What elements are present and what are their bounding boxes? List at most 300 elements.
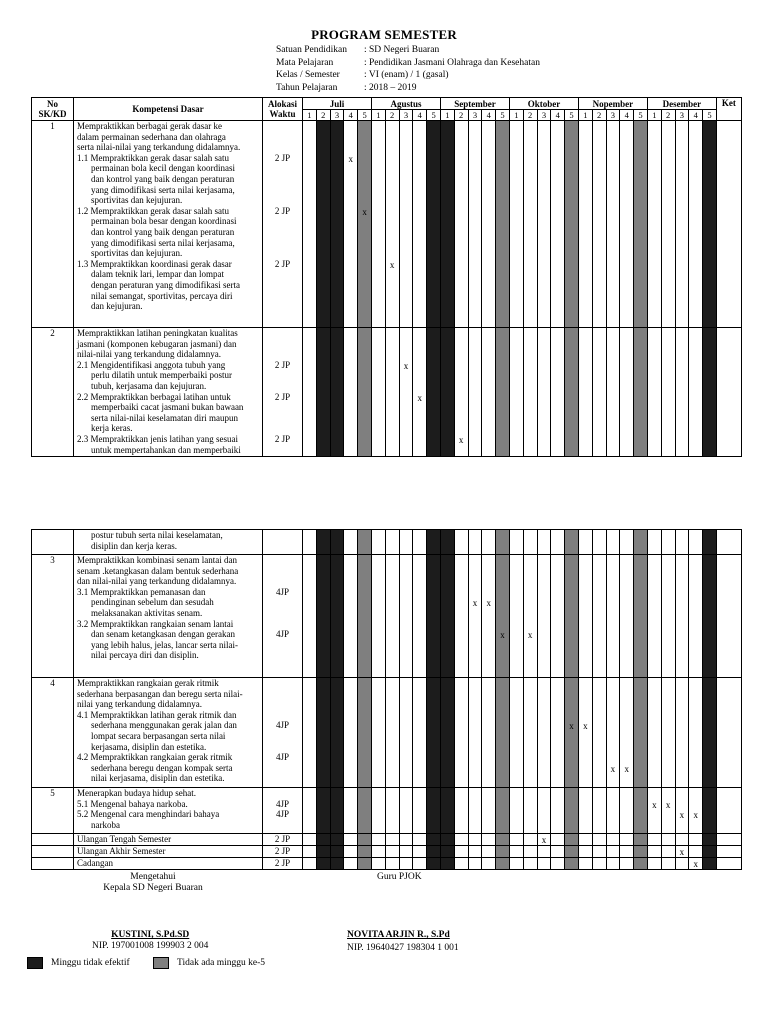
week-cell [537, 846, 551, 858]
signature-left-heading [98, 872, 208, 894]
week-cell [523, 834, 537, 846]
week-cell [468, 530, 482, 555]
week-cell [344, 530, 358, 555]
alokasi-value: 4JP [275, 809, 289, 820]
week-cell [399, 834, 413, 846]
kompetensi-line: jasmani (komponen kebugaran jasmani) dan [77, 338, 237, 349]
schedule-mark: x [486, 598, 491, 609]
info-row [276, 44, 540, 57]
week-cell [358, 555, 372, 678]
week-cell [578, 530, 592, 555]
schedule-mark: x [652, 799, 657, 810]
alokasi-value: 4JP [275, 720, 289, 731]
week-cell [482, 678, 496, 788]
week-cell [620, 328, 634, 457]
principal-nip: NIP. 197001008 199903 2 004 [92, 941, 209, 951]
header-week: 1 [509, 110, 523, 121]
table-row [32, 788, 742, 834]
week-cell [454, 858, 468, 870]
kompetensi-line: nilai kerjasama, disiplin dan estetika. [91, 773, 225, 784]
week-cell [427, 555, 441, 678]
week-cell [620, 555, 634, 678]
week-cell [371, 555, 385, 678]
alokasi-cell [263, 788, 303, 834]
week-cell [675, 678, 689, 788]
week-cell [468, 328, 482, 457]
alokasi-value: 2 JP [274, 391, 291, 402]
week-cell [440, 858, 454, 870]
header-week: 5 [634, 110, 648, 121]
kompetensi-line: Mempraktikkan rangkaian gerak ritmik [77, 678, 219, 688]
alokasi-value: 2 JP [274, 205, 291, 216]
week-cell [537, 555, 551, 678]
week-cell [634, 530, 648, 555]
week-cell [578, 846, 592, 858]
week-cell [606, 555, 620, 678]
week-cell [592, 530, 606, 555]
week-cell [344, 846, 358, 858]
week-cell [703, 846, 717, 858]
header-week: 4 [413, 110, 427, 121]
week-cell [592, 788, 606, 834]
header-week: 5 [565, 110, 579, 121]
header-alokasi: Alokasi Waktu [263, 98, 303, 121]
teacher-nip: NIP. 19640427 198304 1 001 [347, 943, 459, 953]
week-cell [454, 834, 468, 846]
week-cell [468, 788, 482, 834]
kompetensi-line: Mempraktikkan latihan peningkatan kualitas [77, 328, 238, 338]
kompetensi-line: 2.3 Mempraktikkan jenis latihan yang sesuai [77, 433, 238, 444]
kompetensi-line: Ulangan Akhir Semester [77, 846, 166, 856]
week-cell [703, 678, 717, 788]
row-number [32, 858, 74, 870]
schedule-mark: x [417, 392, 423, 403]
week-cell [303, 530, 317, 555]
info-label: Satuan Pendidikan [276, 45, 347, 55]
week-cell [468, 555, 482, 678]
week-cell [661, 121, 675, 328]
legend-ineffective-week [27, 957, 130, 969]
week-cell [578, 858, 592, 870]
week-cell [578, 328, 592, 457]
week-cell [647, 328, 661, 457]
week-cell [303, 328, 317, 457]
week-cell [606, 834, 620, 846]
schedule-mark: x [362, 206, 367, 217]
week-cell [647, 678, 661, 788]
week-cell [537, 678, 551, 788]
table-row [32, 678, 742, 788]
row-number [32, 846, 74, 858]
week-cell [634, 121, 648, 328]
week-cell [482, 328, 496, 457]
week-cell [385, 555, 399, 678]
week-cell [482, 834, 496, 846]
header-week: 2 [523, 110, 537, 121]
week-cell [592, 328, 606, 457]
week-cell [468, 678, 482, 788]
week-cell [413, 328, 427, 457]
week-cell [634, 846, 648, 858]
week-cell [427, 530, 441, 555]
week-cell [413, 555, 427, 678]
week-cell [399, 788, 413, 834]
week-cell [399, 328, 413, 457]
week-cell [399, 858, 413, 870]
alokasi-value: 2 JP [274, 258, 291, 269]
week-cell [509, 846, 523, 858]
week-cell [703, 121, 717, 328]
header-month: September [440, 98, 509, 110]
schedule-mark: x [610, 763, 616, 774]
header-week: 2 [316, 110, 330, 121]
row-number [32, 834, 74, 846]
alokasi-cell [263, 834, 303, 846]
week-cell [496, 555, 510, 678]
week-cell [565, 530, 579, 555]
header-kompetensi: Kompetensi Dasar [74, 98, 263, 121]
week-cell [440, 788, 454, 834]
kompetensi-cell [74, 121, 263, 328]
week-cell [634, 328, 648, 457]
header-ket: Ket [716, 98, 741, 121]
kompetensi-line: nilai-nilai yang terkandung didalamnya. [77, 349, 221, 360]
week-cell [413, 530, 427, 555]
week-cell [703, 555, 717, 678]
week-cell [578, 834, 592, 846]
ket-cell [716, 858, 741, 870]
info-value: : VI (enam) / 1 (gasal) [364, 70, 449, 80]
alokasi-cell [263, 846, 303, 858]
week-cell [620, 678, 634, 788]
week-cell [427, 121, 441, 328]
week-cell [482, 858, 496, 870]
kompetensi-line: 4.2 Mempraktikkan rangkaian gerak ritmik [77, 752, 233, 763]
week-cell [592, 555, 606, 678]
schedule-mark: x [500, 630, 505, 641]
week-cell [496, 530, 510, 555]
week-cell [509, 788, 523, 834]
kompetensi-line: Cadangan [77, 858, 113, 868]
week-cell [551, 834, 565, 846]
kompetensi-line: sportivitas dan kejujuran. [91, 248, 183, 259]
week-cell [454, 678, 468, 788]
week-cell [675, 858, 689, 870]
week-cell [399, 530, 413, 555]
table-row [32, 834, 742, 846]
alokasi-value: 2 JP [274, 152, 291, 163]
week-cell [634, 678, 648, 788]
kompetensi-line: nilai semangat, sportivitas, percaya diri [91, 290, 233, 301]
week-cell [565, 834, 579, 846]
ket-cell [716, 530, 741, 555]
week-cell [509, 834, 523, 846]
kompetensi-line: 1.1 Mempraktikkan gerak dasar salah satu [77, 152, 229, 163]
week-cell [303, 858, 317, 870]
schedule-mark: x [569, 721, 574, 732]
week-cell [413, 858, 427, 870]
row-number: 3 [32, 555, 74, 678]
header-week: 3 [537, 110, 551, 121]
schedule-mark: x [693, 859, 698, 869]
week-cell [440, 555, 454, 678]
alokasi-value: 4JP [275, 629, 289, 640]
info-row [276, 69, 540, 82]
week-cell [689, 788, 703, 834]
table-row [32, 555, 742, 678]
week-cell [509, 678, 523, 788]
week-cell [634, 834, 648, 846]
week-cell [413, 678, 427, 788]
alokasi-cell [263, 530, 303, 555]
header-week: 1 [578, 110, 592, 121]
schedule-mark: x [679, 810, 685, 821]
week-cell [703, 788, 717, 834]
week-cell [578, 678, 592, 788]
week-cell [303, 788, 317, 834]
alokasi-value: 4JP [275, 586, 289, 597]
week-cell [523, 858, 537, 870]
semester-program-table-page-2 [31, 529, 742, 870]
week-cell [661, 530, 675, 555]
week-cell [565, 678, 579, 788]
page-title: PROGRAM SEMESTER [311, 27, 457, 42]
schedule-mark: x [527, 630, 533, 641]
header-week: 4 [482, 110, 496, 121]
week-cell [647, 121, 661, 328]
kompetensi-cell [74, 555, 263, 678]
week-cell [330, 788, 344, 834]
header-week: 5 [703, 110, 717, 121]
week-cell [634, 858, 648, 870]
week-cell [358, 328, 372, 457]
kompetensi-line: Mempraktikkan berbagai gerak dasar ke [77, 121, 222, 131]
kompetensi-line: permainan bola besar dengan koordinasi [91, 216, 237, 227]
alokasi-value: 2 JP [274, 834, 291, 844]
week-cell [371, 834, 385, 846]
week-cell [606, 678, 620, 788]
week-cell [523, 530, 537, 555]
week-cell [399, 678, 413, 788]
kompetensi-line: serta nilai-nilai yang terkandung didalamnya. [77, 142, 241, 153]
info-row [276, 82, 540, 95]
week-cell [482, 555, 496, 678]
week-cell [565, 846, 579, 858]
header-month: Agustus [371, 98, 440, 110]
week-cell [689, 121, 703, 328]
week-cell [440, 121, 454, 328]
week-cell [509, 530, 523, 555]
row-number: 2 [32, 328, 74, 457]
teacher-name: NOVITA ARJIN R., S.Pd [347, 930, 450, 940]
schedule-mark: x [693, 810, 698, 821]
kompetensi-line: lompat secara berpasangan serta nilai [91, 730, 226, 741]
week-cell [454, 846, 468, 858]
week-cell [565, 121, 579, 328]
kompetensi-cell [74, 678, 263, 788]
week-cell [537, 328, 551, 457]
week-cell [689, 530, 703, 555]
week-cell [454, 555, 468, 678]
week-cell [523, 121, 537, 328]
week-cell [358, 121, 372, 328]
kompetensi-line: dan kejujuran. [91, 301, 143, 312]
week-cell [316, 858, 330, 870]
week-cell [675, 328, 689, 457]
week-cell [675, 555, 689, 678]
week-cell [482, 121, 496, 328]
week-cell [551, 555, 565, 678]
schedule-mark: x [679, 847, 685, 857]
ket-cell [716, 555, 741, 678]
week-cell [482, 788, 496, 834]
week-cell [303, 846, 317, 858]
week-cell [565, 788, 579, 834]
kompetensi-line: untuk mempertahankan dan memperbaiki [91, 444, 241, 455]
week-cell [399, 555, 413, 678]
week-cell [592, 121, 606, 328]
week-cell [565, 858, 579, 870]
week-cell [578, 788, 592, 834]
week-cell [689, 678, 703, 788]
kompetensi-line: Ulangan Tengah Semester [77, 834, 172, 844]
week-cell [468, 121, 482, 328]
kompetensi-line: kerjasama, disiplin dan estetika. [91, 741, 207, 752]
week-cell [606, 121, 620, 328]
legend-no-fifth-week [153, 957, 265, 969]
kompetensi-line: sportivitas dan kejujuran. [91, 195, 183, 206]
row-number: 5 [32, 788, 74, 834]
week-cell [316, 555, 330, 678]
week-cell [647, 530, 661, 555]
kompetensi-line: sederhana menggunakan gerak jalan dan [91, 720, 237, 731]
week-cell [344, 555, 358, 678]
week-cell [358, 846, 372, 858]
ket-cell [716, 678, 741, 788]
header-week: 3 [330, 110, 344, 121]
kompetensi-line: nilai percaya diri dan disiplin. [91, 650, 199, 661]
week-cell [482, 530, 496, 555]
week-cell [509, 858, 523, 870]
week-cell [689, 555, 703, 678]
header-week: 4 [551, 110, 565, 121]
kompetensi-line: dan nilai-nilai yang terkandung didalamnya. [77, 576, 237, 587]
kompetensi-line: kerja keras. [91, 423, 133, 434]
week-cell [578, 121, 592, 328]
week-cell [330, 678, 344, 788]
kompetensi-cell [74, 328, 263, 457]
kompetensi-line: sederhana beregu dengan kompak serta [91, 762, 233, 773]
week-cell [647, 834, 661, 846]
week-cell [358, 858, 372, 870]
kompetensi-line: dan senam ketangkasan dengan gerakan [91, 629, 235, 640]
week-cell [661, 678, 675, 788]
kompetensi-line: Mempraktikkan kombinasi senam lantai dan [77, 555, 237, 565]
week-cell [496, 788, 510, 834]
schedule-mark: x [458, 435, 464, 445]
header-week: 1 [647, 110, 661, 121]
week-cell [523, 788, 537, 834]
week-cell [344, 328, 358, 457]
alokasi-cell [263, 678, 303, 788]
header-month: Oktober [509, 98, 578, 110]
week-cell [427, 858, 441, 870]
week-cell [606, 328, 620, 457]
kompetensi-line: senam .ketangkasan dalam bentuk sederhana [77, 565, 239, 576]
week-cell [509, 121, 523, 328]
kompetensi-line: 2.2 Mempraktikkan berbagai latihan untuk [77, 391, 231, 402]
kompetensi-cell [74, 788, 263, 834]
header-week: 1 [371, 110, 385, 121]
acknowledged-label: Mengetahui [130, 872, 176, 882]
week-cell [661, 846, 675, 858]
week-cell [592, 846, 606, 858]
kompetensi-line: yang lebih halus, jelas, lancar serta nilai- [91, 639, 238, 650]
week-cell [330, 858, 344, 870]
header-month: Desember [647, 98, 716, 110]
week-cell [537, 788, 551, 834]
table-row [32, 328, 742, 457]
header-week: 1 [440, 110, 454, 121]
week-cell [385, 858, 399, 870]
week-cell [454, 328, 468, 457]
kompetensi-line: pendinginan sebelum dan sesudah [91, 597, 214, 608]
week-cell [316, 834, 330, 846]
week-cell [661, 858, 675, 870]
week-cell [454, 530, 468, 555]
week-cell [606, 858, 620, 870]
kompetensi-line: dengan peraturan yang dimodifikasi serta [91, 279, 240, 290]
week-cell [371, 121, 385, 328]
week-cell [330, 121, 344, 328]
week-cell [385, 846, 399, 858]
kompetensi-line: dalam permainan sederhana dan olahraga [77, 131, 226, 142]
week-cell [620, 846, 634, 858]
header-week: 4 [620, 110, 634, 121]
table-row [32, 858, 742, 870]
table-row [32, 530, 742, 555]
legend-label: Minggu tidak efektif [51, 958, 130, 968]
alokasi-cell [263, 858, 303, 870]
week-cell [647, 555, 661, 678]
schedule-mark: x [583, 721, 588, 732]
week-cell [551, 858, 565, 870]
week-cell [647, 858, 661, 870]
principal-name: KUSTINI, S.Pd.SD [111, 930, 190, 940]
week-cell [675, 121, 689, 328]
week-cell [303, 121, 317, 328]
week-cell [606, 846, 620, 858]
kompetensi-line: dan kontrol yang baik dengan peraturan [91, 173, 235, 184]
week-cell [689, 328, 703, 457]
schedule-mark: x [624, 763, 629, 774]
week-cell [344, 858, 358, 870]
week-cell [371, 858, 385, 870]
week-cell [496, 834, 510, 846]
schedule-mark: x [348, 153, 354, 164]
week-cell [675, 834, 689, 846]
week-cell [592, 834, 606, 846]
kompetensi-line: perlu dilatih untuk memperbaiki postur [91, 370, 232, 381]
week-cell [371, 846, 385, 858]
week-cell [620, 121, 634, 328]
week-cell [606, 788, 620, 834]
kompetensi-line: 3.1 Mempraktikkan pemanasan dan [77, 586, 206, 597]
kompetensi-line: yang dimodifikasi serta nilai kerjasama, [91, 184, 235, 195]
week-cell [316, 788, 330, 834]
week-cell [440, 678, 454, 788]
week-cell [358, 530, 372, 555]
